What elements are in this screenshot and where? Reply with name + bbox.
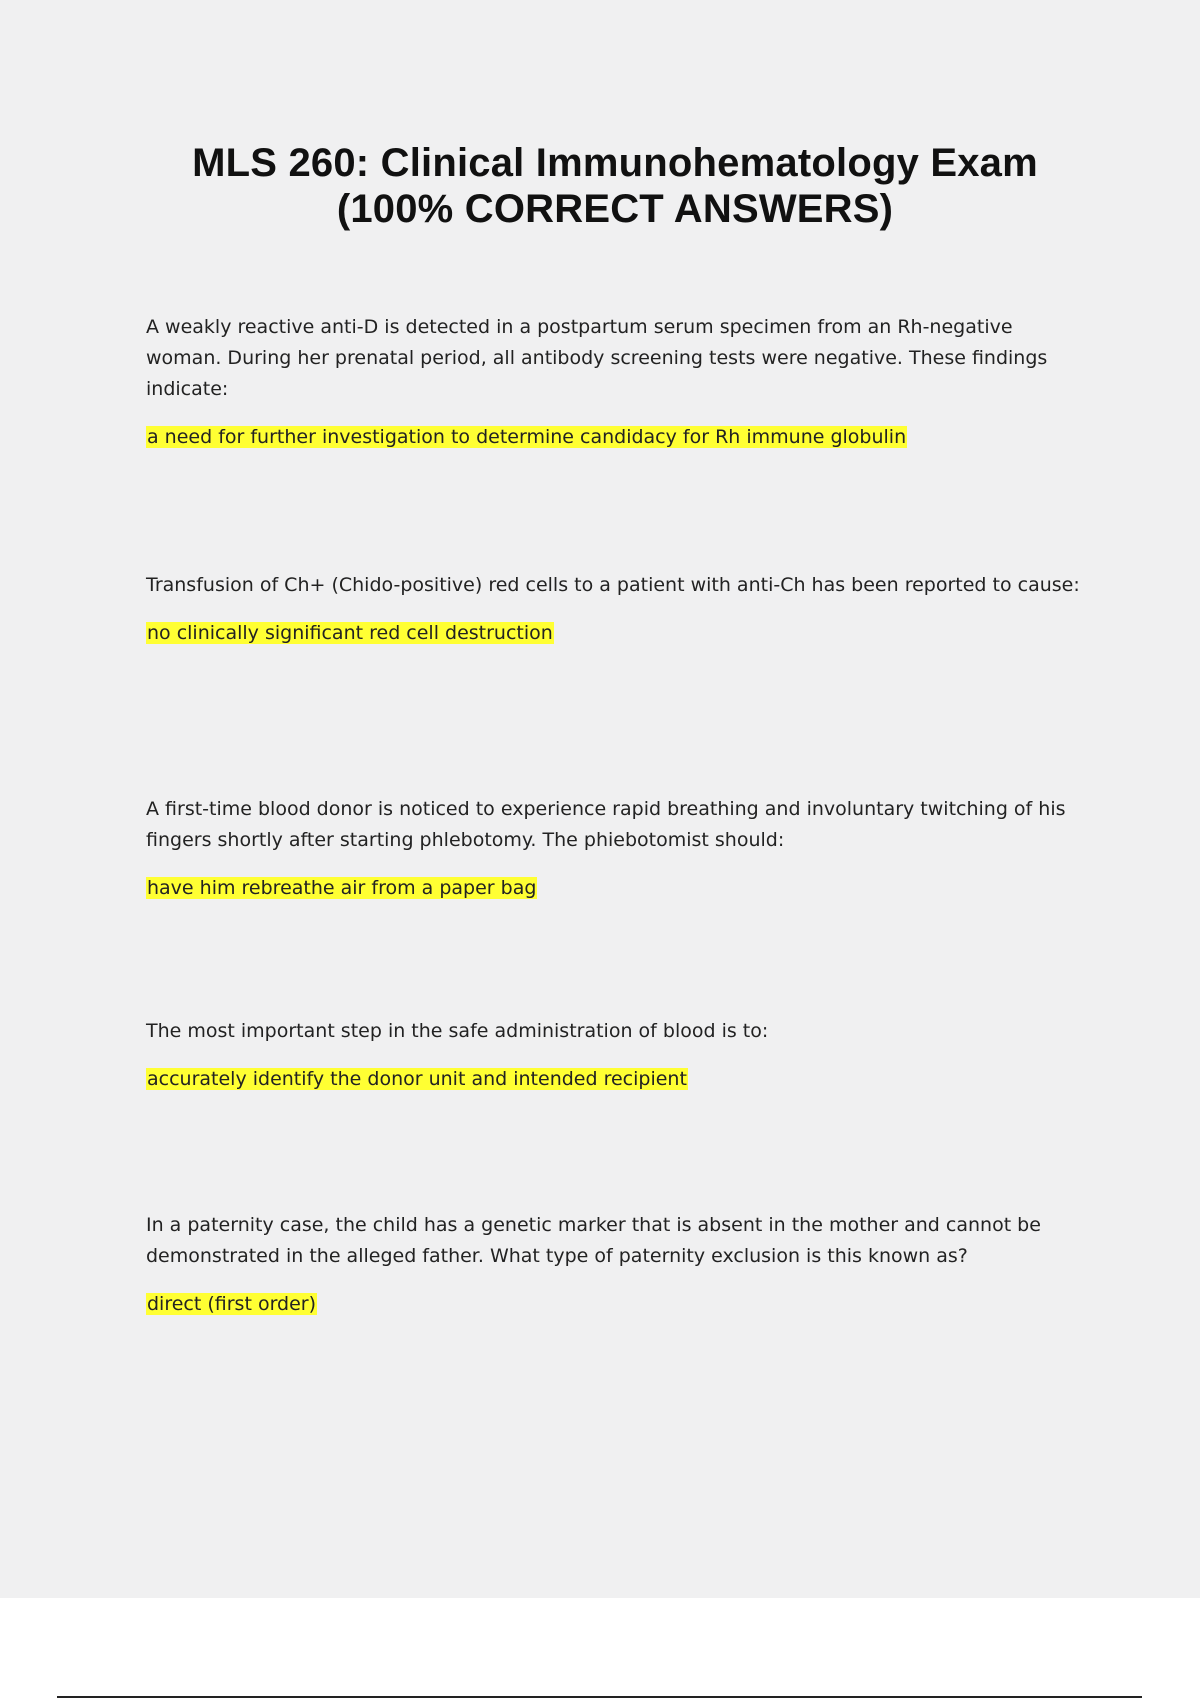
page-title-line-2: (100% CORRECT ANSWERS)	[336, 187, 894, 231]
qa-item-3	[146, 794, 1086, 904]
answer	[146, 422, 907, 453]
qa-item-4	[146, 1016, 1086, 1095]
highlighted-answer-text: no clinically significant red cell destruction	[147, 622, 553, 644]
answer	[146, 1064, 688, 1095]
question-text: A weakly reactive anti-D is detected in a postpartum serum specimen from an Rh-negative woman. During her prenatal period, all antibody screening tests were negative. These findings indicate:	[146, 316, 1048, 400]
highlighted-answer-text: a need for further investigation to determine candidacy for Rh immune globulin	[147, 426, 907, 448]
answer	[146, 1289, 317, 1320]
answer	[146, 873, 537, 904]
highlighted-answer-text: accurately identify the donor unit and intended recipient	[147, 1068, 687, 1090]
highlighted-answer-text: have him rebreathe air from a paper bag	[147, 877, 537, 899]
highlighted-answer-text: direct (first order)	[147, 1293, 317, 1315]
qa-item-2	[146, 570, 1086, 649]
answer	[146, 618, 554, 649]
page-divider	[57, 1696, 1142, 1698]
question-text: Transfusion of Ch+ (Chido-positive) red cells to a patient with anti-Ch has been reported to cause:	[146, 574, 1080, 596]
qa-item-5	[146, 1210, 1086, 1320]
question-text: A first-time blood donor is noticed to experience rapid breathing and involuntary twitching of his fingers shortly after starting phlebotomy. The phiebotomist should:	[146, 798, 1066, 851]
question-text: In a paternity case, the child has a genetic marker that is absent in the mother and cannot be demonstrated in the alleged father. What type of paternity exclusion is this known as?	[146, 1214, 1041, 1267]
page-title	[100, 140, 1130, 232]
question-text: The most important step in the safe administration of blood is to:	[146, 1020, 769, 1042]
qa-item-1	[146, 312, 1086, 453]
page-title-line-1: MLS 260: Clinical Immunohematology Exam	[192, 141, 1038, 185]
